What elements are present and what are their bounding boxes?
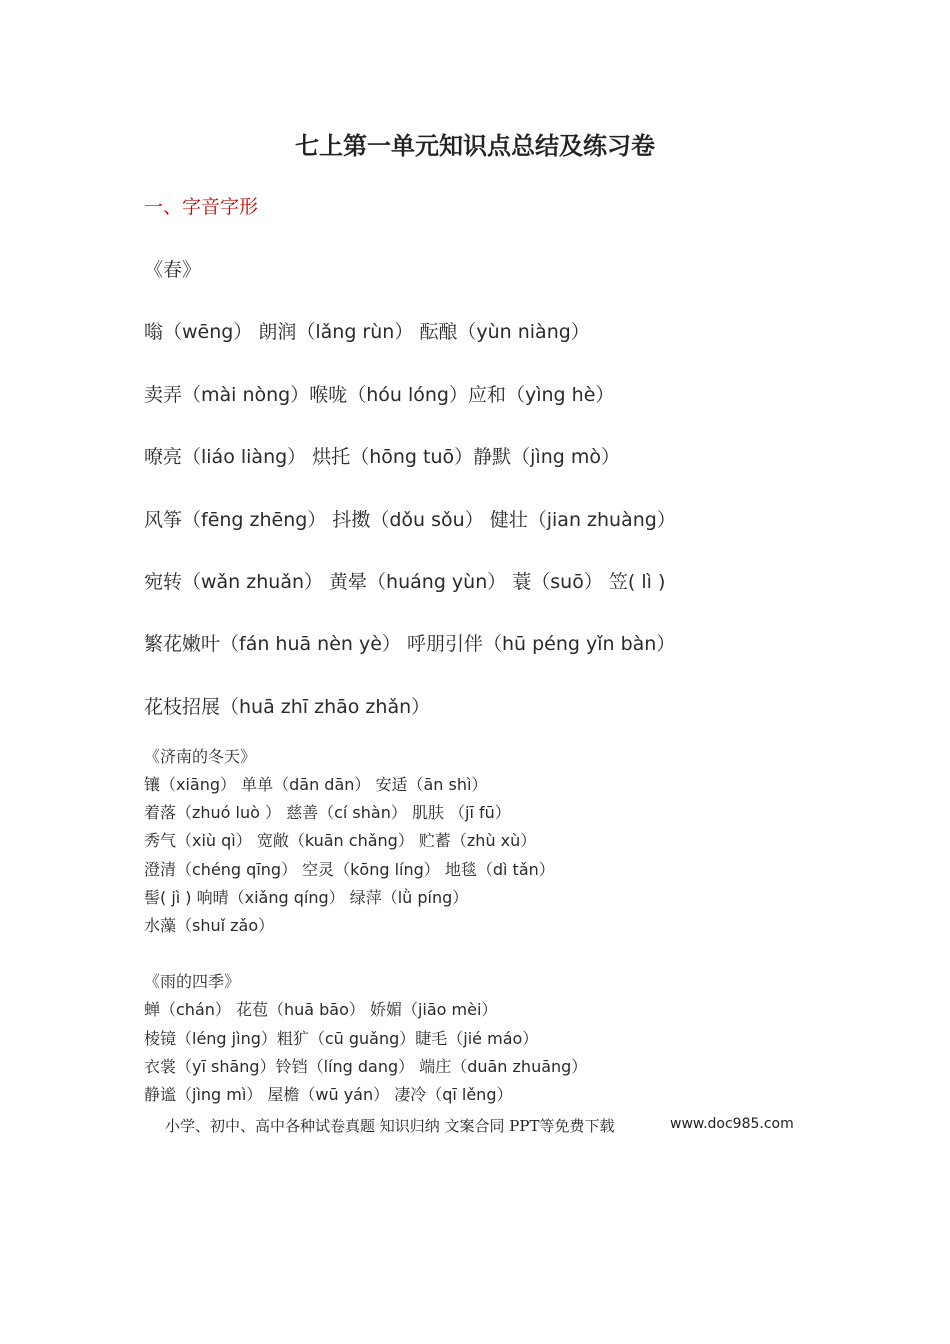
spring-line: 花枝招展（huā zhī zhāo zhǎn） — [144, 696, 431, 718]
jinan-line: 髻( jì ) 响晴（xiǎng qíng） 绿萍（lǜ píng） — [144, 888, 469, 907]
lesson-heading-rain-seasons: 《雨的四季》 — [144, 972, 241, 991]
rain-line: 衣裳（yī shāng）铃铛（líng dang） 端庄（duān zhuāng） — [144, 1057, 588, 1076]
jinan-line: 着落（zhuó luò ） 慈善（cí shàn） 肌肤 （jī fū） — [144, 803, 511, 822]
rain-line: 静谧（jìng mì） 屋檐（wū yán） 凄冷（qī lěng） — [144, 1085, 513, 1104]
document-title: 七上第一单元知识点总结及练习卷 — [295, 131, 655, 160]
spring-line: 宛转（wǎn zhuǎn） 黄晕（huáng yùn） 蓑（suō） 笠( lì ) — [144, 571, 666, 593]
spring-line: 风筝（fēng zhēng） 抖擞（dǒu sǒu） 健壮（jian zhuàng） — [144, 509, 676, 531]
spring-line: 嗡（wēng） 朗润（lǎng rùn） 酝酿（yùn niàng） — [144, 321, 590, 343]
jinan-line: 水藻（shuǐ zǎo） — [144, 916, 275, 935]
spring-line: 嘹亮（liáo liàng） 烘托（hōng tuō）静默（jìng mò） — [144, 446, 620, 468]
footer-text: 小学、初中、高中各种试卷真题 知识归纳 文案合同 PPT等免费下载 — [165, 1117, 615, 1135]
spring-line: 卖弄（mài nòng）喉咙（hóu lóng）应和（yìng hè） — [144, 384, 615, 406]
rain-line: 蝉（chán） 花苞（huā bāo） 娇媚（jiāo mèi） — [144, 1000, 498, 1019]
section-heading-pronunciation: 一、字音字形 — [144, 196, 259, 218]
jinan-line: 镶（xiāng） 单单（dān dān） 安适（ān shì） — [144, 775, 488, 794]
lesson-heading-jinan-winter: 《济南的冬天》 — [144, 747, 257, 766]
lesson-heading-spring: 《春》 — [144, 259, 202, 281]
rain-line: 棱镜（léng jìng）粗犷（cū guǎng）睫毛（jié máo） — [144, 1029, 539, 1048]
spring-line: 繁花嫩叶（fán huā nèn yè） 呼朋引伴（hū péng yǐn bàn） — [144, 633, 676, 655]
jinan-line: 秀气（xiù qì） 宽敞（kuān chǎng） 贮蓄（zhù xù） — [144, 831, 537, 850]
footer-url: www.doc985.com — [670, 1116, 794, 1132]
jinan-line: 澄清（chéng qīng） 空灵（kōng líng） 地毯（dì tǎn） — [144, 860, 555, 879]
